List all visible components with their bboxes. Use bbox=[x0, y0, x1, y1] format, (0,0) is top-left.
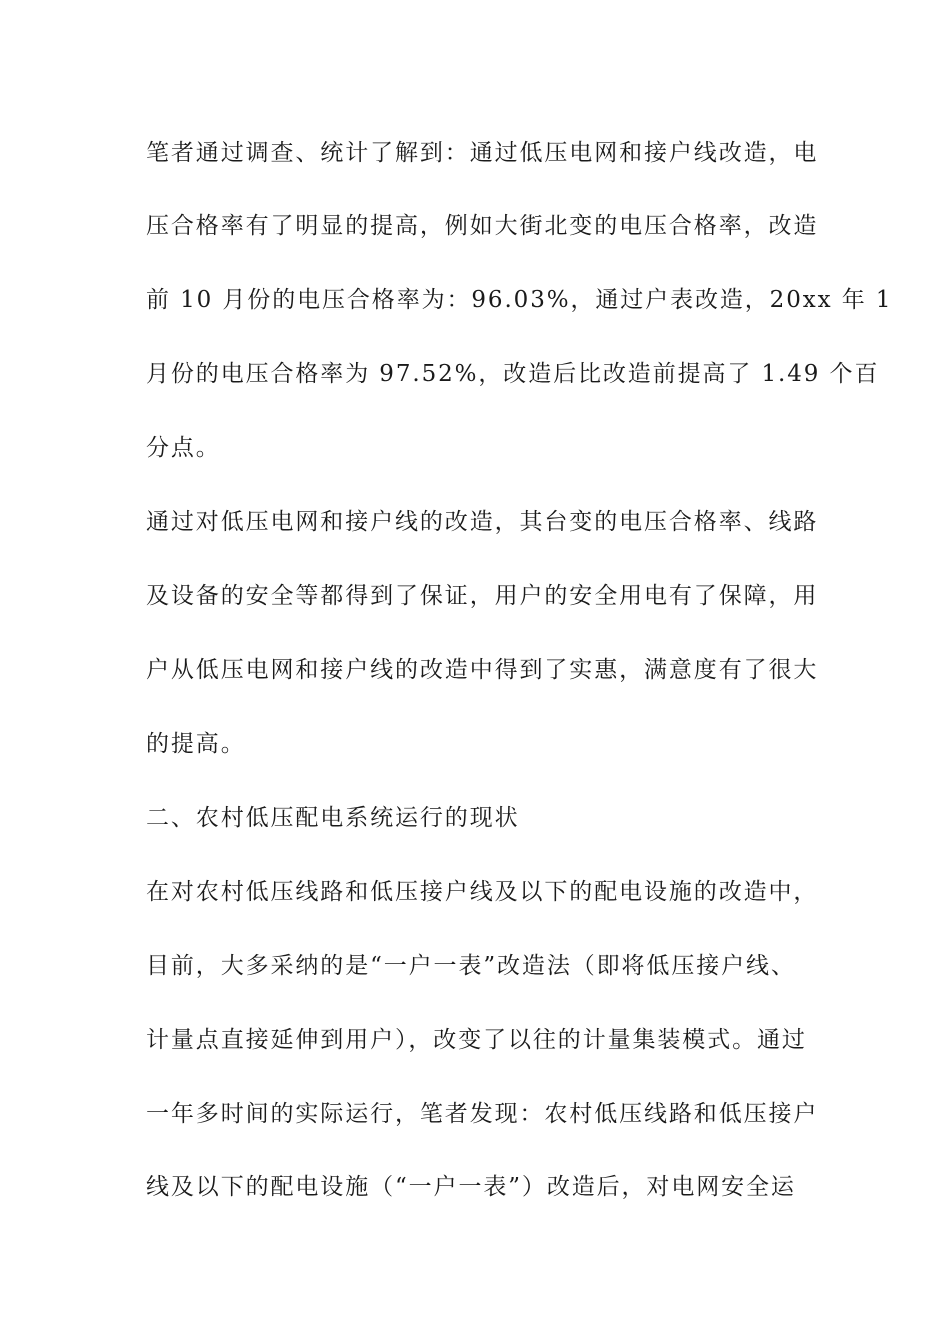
paragraph-3-line-4: 一年多时间的实际运行，笔者发现：农村低压线路和低压接户 bbox=[146, 1101, 819, 1127]
section-heading: 二、农村低压配电系统运行的现状 bbox=[146, 805, 520, 831]
paragraph-2-line-2: 及设备的安全等都得到了保证，用户的安全用电有了保障，用 bbox=[146, 583, 819, 609]
paragraph-3-line-5: 线及以下的配电设施（“一户一表”）改造后，对电网安全运 bbox=[146, 1174, 796, 1200]
paragraph-2-line-4: 的提高。 bbox=[146, 731, 246, 757]
paragraph-1-line-2: 压合格率有了明显的提高，例如大街北变的电压合格率，改造 bbox=[146, 213, 819, 239]
paragraph-3-line-3: 计量点直接延伸到用户），改变了以往的计量集装模式。通过 bbox=[146, 1027, 807, 1053]
paragraph-2-line-3: 户从低压电网和接户线的改造中得到了实惠，满意度有了很大 bbox=[146, 657, 819, 683]
paragraph-3-line-1: 在对农村低压线路和低压接户线及以下的配电设施的改造中， bbox=[146, 879, 819, 905]
paragraph-1-line-1: 笔者通过调查、统计了解到：通过低压电网和接户线改造，电 bbox=[146, 140, 819, 166]
paragraph-2-line-1: 通过对低压电网和接户线的改造，其台变的电压合格率、线路 bbox=[146, 509, 819, 535]
paragraph-1-line-3: 前 10 月份的电压合格率为：96.03%，通过户表改造，20xx 年 1 bbox=[146, 287, 893, 313]
paragraph-1-line-4: 月份的电压合格率为 97.52%，改造后比改造前提高了 1.49 个百 bbox=[146, 361, 880, 387]
paragraph-1-line-5: 分点。 bbox=[146, 435, 221, 461]
paragraph-3-line-2: 目前，大多采纳的是“一户一表”改造法（即将低压接户线、 bbox=[146, 953, 796, 979]
